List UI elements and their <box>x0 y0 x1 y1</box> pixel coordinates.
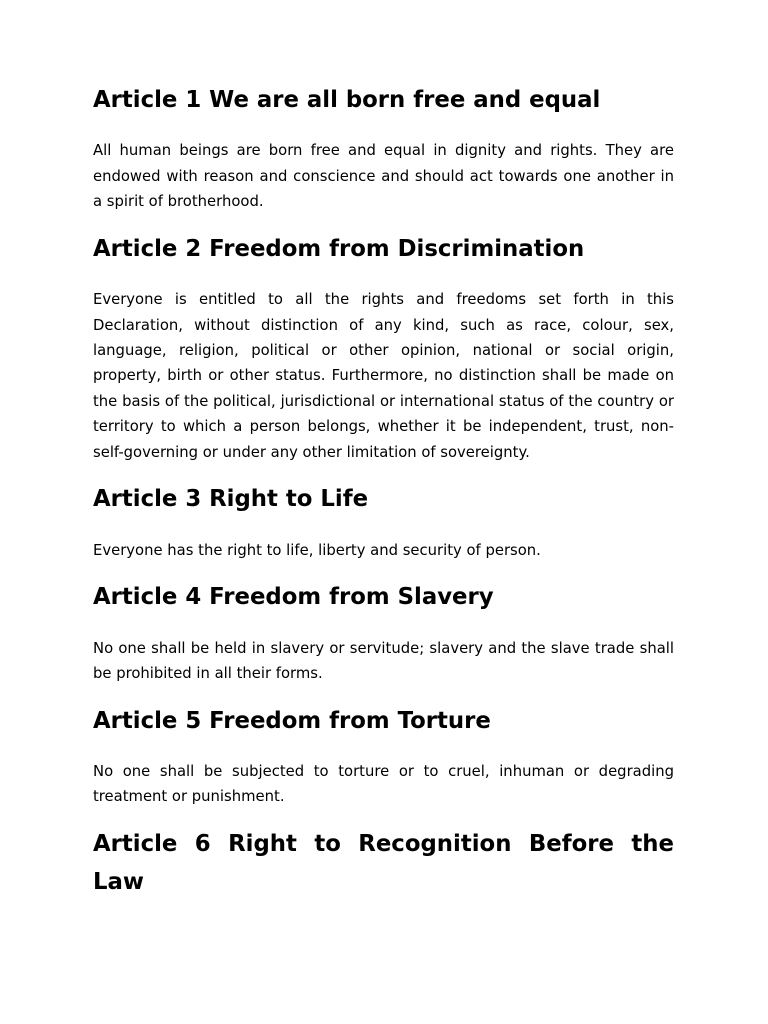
article-1 <box>93 81 674 215</box>
article-body: No one shall be subjected to torture or to cruel, inhuman or degrading treatment or punishment. <box>93 762 674 806</box>
article-2 <box>93 230 674 465</box>
article-body: Everyone has the right to life, liberty and security of person. <box>93 541 541 559</box>
article-body: No one shall be held in slavery or servitude; slavery and the slave trade shall be prohibited in all their forms. <box>93 639 674 682</box>
article-body: All human beings are born free and equal in dignity and rights. They are endowed with reason and conscience and should act towards one another in a spirit of brotherhood. <box>93 142 674 211</box>
article-heading: Article 5 Freedom from Torture <box>93 707 491 734</box>
article-5 <box>93 702 674 810</box>
article-6 <box>93 825 674 901</box>
article-heading: Article 3 Right to Life <box>93 486 369 513</box>
article-body: Everyone is entitled to all the rights and freedoms set forth in this Declaration, without distinction of any kind, such as race, colour, sex, language, religion, political or other opinion, national or social origin, property, birth or other status. Furthermore, no distinction shall be made on the basis of the political, jurisdictional or international status of the country or territory to which a person belongs, whether it be independent, trust, non-self-governing or under any other limitation of sovereignty. <box>93 291 674 461</box>
article-heading: Article 1 We are all born free and equal <box>93 87 601 113</box>
article-heading: Article 2 Freedom from Discrimination <box>93 235 585 262</box>
article-4 <box>93 578 674 686</box>
article-3 <box>93 480 674 563</box>
article-heading: Article 4 Freedom from Slavery <box>93 584 494 611</box>
article-heading: Article 6 Right to Recognition Before the Law <box>93 830 674 895</box>
